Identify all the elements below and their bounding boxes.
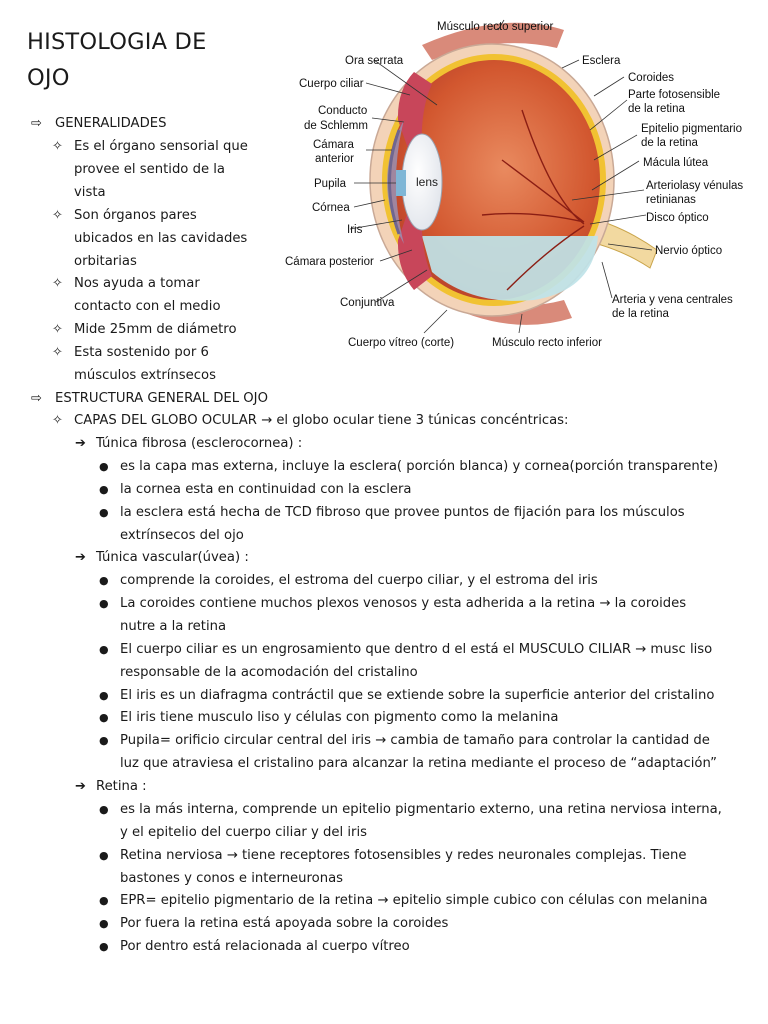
bullet-dot-icon: ● — [99, 734, 109, 747]
bullet-dot-icon: ● — [99, 689, 109, 702]
bullet-dot-icon: ● — [99, 506, 109, 519]
label-arteriolas: Arteriolasy vénulas — [646, 180, 744, 192]
label-cuerpo-ciliar: Cuerpo ciliar — [299, 78, 364, 90]
list-item-line: Son órganos pares — [74, 208, 197, 223]
four-point-star-icon: ✧ — [52, 139, 63, 154]
label-iris: Iris — [347, 224, 363, 236]
list-item-line: Es el órgano sensorial que — [74, 139, 248, 154]
page-title — [27, 24, 257, 96]
label-anterior: anterior — [315, 153, 354, 165]
label-parte-fotosensible: Parte fotosensible — [628, 89, 721, 101]
list-item-line: EPR= epitelio pigmentario de la retina → epitelio simple cubico con células con melanina — [120, 893, 708, 908]
bullet-dot-icon: ● — [99, 711, 109, 724]
bullet-dot-icon: ● — [99, 803, 109, 816]
list-item-line: provee el sentido de la — [74, 162, 225, 177]
list-item-line: la esclera está hecha de TCD fibroso que provee puntos de fijación para los músculos — [120, 505, 685, 520]
four-point-star-icon: ✧ — [52, 208, 63, 223]
eye-anatomy-figure — [272, 0, 768, 360]
label-nervio-optico: Nervio óptico — [655, 245, 723, 257]
four-point-star-icon: ✧ — [52, 276, 63, 291]
bullet-dot-icon: ● — [99, 917, 109, 930]
label-disco-optico: Disco óptico — [646, 212, 709, 224]
four-point-star-icon: ✧ — [52, 413, 63, 428]
label-macula-lutea: Mácula lútea — [643, 157, 709, 169]
label-conjuntiva: Conjuntiva — [340, 297, 395, 309]
label-epitelio-pigmentario: Epitelio pigmentario — [641, 123, 743, 135]
lens-label: lens — [416, 175, 439, 189]
list-item-line: comprende la coroides, el estroma del cuerpo ciliar, y el estroma del iris — [120, 573, 598, 588]
label-esclera: Esclera — [582, 55, 621, 67]
bullet-dot-icon: ● — [99, 940, 109, 953]
bullet-dot-icon: ● — [99, 483, 109, 496]
list-item-line: El iris es un diafragma contráctil que se extiende sobre la superficie anterior del cristalino — [120, 688, 715, 703]
label-musculo-recto-inferior: Músculo recto inferior — [492, 337, 602, 349]
list-item-line: Por fuera la retina está apoyada sobre la coroides — [120, 916, 449, 931]
list-item-line: Retina nerviosa → tiene receptores fotosensibles y redes neuronales complejas. Tiene — [120, 848, 687, 863]
list-item-line: luz que atraviesa el cristalino para alcanzar la retina mediante el proceso de “adaptación” — [120, 756, 717, 771]
list-item-line: vista — [74, 185, 106, 200]
bullet-dot-icon: ● — [99, 849, 109, 862]
label-de-la-retina-1: de la retina — [628, 103, 685, 115]
arrow-solid-icon: ➔ — [75, 436, 86, 451]
list-item-line: La coroides contiene muchos plexos venosos y esta adherida a la retina → la coroides — [120, 596, 687, 611]
label-de-schlemm: de Schlemm — [304, 120, 368, 132]
list-item-line: músculos extrínsecos — [74, 368, 216, 383]
label-camara-posterior: Cámara posterior — [285, 256, 374, 268]
estructura-heading: ESTRUCTURA GENERAL DEL OJO — [55, 391, 268, 406]
label-coroides: Coroides — [628, 72, 675, 84]
label-cornea: Córnea — [312, 202, 350, 214]
four-point-star-icon: ✧ — [52, 322, 63, 337]
bullet-dot-icon: ● — [99, 460, 109, 473]
list-item-line: El cuerpo ciliar es un engrosamiento que dentro d el está el MUSCULO CILIAR → musc liso — [120, 642, 713, 657]
bullet-dot-icon: ● — [99, 574, 109, 587]
arrow-outline-icon: ⇨ — [31, 391, 42, 406]
generalidades-heading: GENERALIDADES — [55, 116, 167, 131]
title-line-1: HISTOLOGIA DE — [27, 29, 207, 55]
list-item-line: Esta sostenido por 6 — [74, 345, 209, 360]
list-item-line: El iris tiene musculo liso y células con pigmento como la melanina — [120, 710, 559, 725]
list-item-line: Por dentro está relacionada al cuerpo vítreo — [120, 939, 410, 954]
pupil — [396, 170, 406, 196]
title-line-2: OJO — [27, 65, 70, 91]
label-conducto: Conducto — [318, 105, 368, 117]
label-cuerpo-vitreo: Cuerpo vítreo (corte) — [348, 337, 455, 349]
four-point-star-icon: ✧ — [52, 345, 63, 360]
tunica-vascular-heading: Túnica vascular(úvea) : — [96, 550, 249, 565]
label-pupila: Pupila — [314, 178, 346, 190]
arrow-solid-icon: ➔ — [75, 779, 86, 794]
list-item-line: Nos ayuda a tomar — [74, 276, 200, 291]
label-musculo-recto-superior: Músculo recto superior — [437, 21, 554, 33]
list-item-line: es la capa mas externa, incluye la esclera( porción blanca) y cornea(porción transparente) — [120, 459, 719, 474]
capas-line: CAPAS DEL GLOBO OCULAR → el globo ocular tiene 3 túnicas concéntricas: — [74, 413, 569, 428]
label-camara: Cámara — [313, 139, 354, 151]
list-item-line: ubicados en las cavidades — [74, 231, 248, 246]
bullet-dot-icon: ● — [99, 643, 109, 656]
list-item-line: la cornea esta en continuidad con la esclera — [120, 482, 412, 497]
bullet-dot-icon: ● — [99, 894, 109, 907]
list-item-line: orbitarias — [74, 254, 137, 269]
list-item-line: nutre a la retina — [120, 619, 227, 634]
list-item-line: es la más interna, comprende un epitelio pigmentario externo, una retina nerviosa interna, — [120, 802, 722, 817]
list-item-line: responsable de la acomodación del cristalino — [120, 665, 418, 680]
list-item-line: Mide 25mm de diámetro — [74, 322, 237, 337]
arrow-outline-icon: ⇨ — [31, 116, 42, 131]
label-arteria-vena: Arteria y vena centrales — [612, 294, 733, 306]
bullet-dot-icon: ● — [99, 597, 109, 610]
label-de-la-retina-3: de la retina — [612, 308, 669, 320]
list-item-line: contacto con el medio — [74, 299, 221, 314]
label-de-la-retina-2: de la retina — [641, 137, 698, 149]
arrow-solid-icon: ➔ — [75, 550, 86, 565]
label-ora-serrata: Ora serrata — [345, 55, 404, 67]
tunica-fibrosa-heading: Túnica fibrosa (esclerocornea) : — [96, 436, 303, 451]
label-retinianas: retinianas — [646, 194, 696, 206]
list-item-line: Pupila= orificio circular central del iris → cambia de tamaño para controlar la cantidad de — [120, 733, 710, 748]
list-item-line: bastones y conos e interneuronas — [120, 871, 344, 886]
list-item-line: y el epitelio del cuerpo ciliar y del iris — [120, 825, 367, 840]
retina-heading: Retina : — [96, 779, 147, 794]
list-item-line: extrínsecos del ojo — [120, 528, 244, 543]
